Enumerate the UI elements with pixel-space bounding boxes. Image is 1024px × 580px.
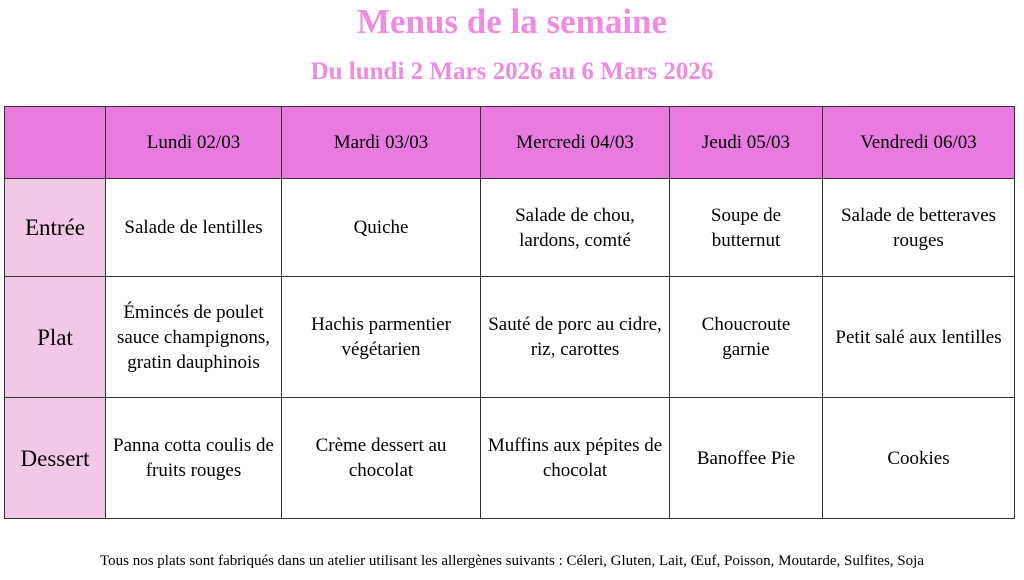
menu-cell: Petit salé aux lentilles bbox=[823, 277, 1015, 398]
menu-cell: Salade de betteraves rouges bbox=[823, 179, 1015, 277]
menu-cell: Sauté de porc au cidre, riz, carottes bbox=[481, 277, 670, 398]
day-header-wednesday: Mercredi 04/03 bbox=[481, 107, 670, 179]
corner-cell bbox=[5, 107, 106, 179]
menu-cell: Cookies bbox=[823, 398, 1015, 519]
menu-cell: Émincés de poulet sauce champignons, gratin dauphinois bbox=[106, 277, 282, 398]
menu-cell: Quiche bbox=[282, 179, 481, 277]
weekly-menu-table bbox=[4, 106, 1015, 519]
menu-cell: Banoffee Pie bbox=[670, 398, 823, 519]
menu-cell: Soupe de butternut bbox=[670, 179, 823, 277]
table-row-plat bbox=[5, 277, 1015, 398]
allergen-notice: Tous nos plats sont fabriqués dans un atelier utilisant les allergènes suivants : Céleri, Gluten, Lait, Œuf, Poisson, Moutarde, Sulfites, Soja bbox=[100, 553, 924, 569]
row-label-plat: Plat bbox=[5, 277, 106, 398]
menu-cell: Muffins aux pépites de chocolat bbox=[481, 398, 670, 519]
page-title: Menus de la semaine bbox=[356, 2, 668, 41]
table-header-row bbox=[5, 107, 1015, 179]
menu-cell: Salade de chou, lardons, comté bbox=[481, 179, 670, 277]
page-subtitle: Du lundi 2 Mars 2026 au 6 Mars 2026 bbox=[310, 58, 714, 85]
menu-cell: Crème dessert au chocolat bbox=[282, 398, 481, 519]
menu-cell: Hachis parmentier végétarien bbox=[282, 277, 481, 398]
row-label-entree: Entrée bbox=[5, 179, 106, 277]
menu-cell: Choucroute garnie bbox=[670, 277, 823, 398]
day-header-thursday: Jeudi 05/03 bbox=[670, 107, 823, 179]
menu-cell: Panna cotta coulis de fruits rouges bbox=[106, 398, 282, 519]
table-row-dessert bbox=[5, 398, 1015, 519]
day-header-tuesday: Mardi 03/03 bbox=[282, 107, 481, 179]
row-label-dessert: Dessert bbox=[5, 398, 106, 519]
day-header-friday: Vendredi 06/03 bbox=[823, 107, 1015, 179]
table-row-entree bbox=[5, 179, 1015, 277]
menu-cell: Salade de lentilles bbox=[106, 179, 282, 277]
day-header-monday: Lundi 02/03 bbox=[106, 107, 282, 179]
